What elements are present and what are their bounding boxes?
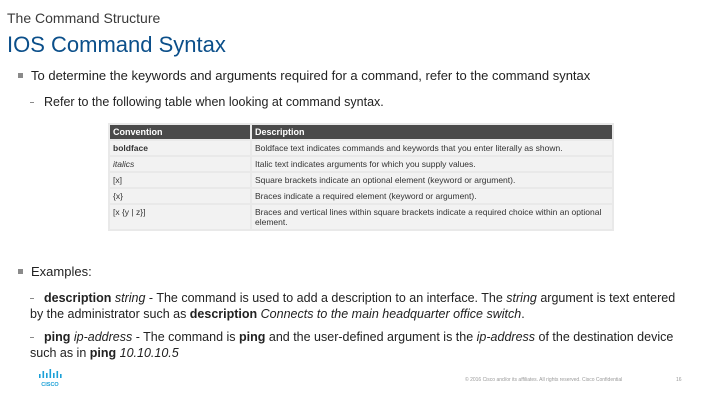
footer-copyright: © 2016 Cisco and/or its affiliates. All rights reserved. Cisco Confidential: [465, 377, 623, 383]
example1-argument-2: string: [506, 291, 537, 305]
logo-text: CISCO: [41, 382, 59, 388]
cisco-logo-icon: [38, 368, 68, 388]
slide-title: IOS Command Syntax: [7, 32, 226, 57]
bullet-square-icon: [18, 73, 23, 78]
table-cell-description: Braces indicate a required element (keyword or argument).: [252, 189, 612, 203]
bullet-dash-icon: [30, 298, 34, 299]
bullet-examples: [18, 264, 92, 279]
example1-text-1: - The command is used to add a description to an interface. The: [145, 291, 507, 305]
table-cell-convention: {x}: [110, 189, 250, 203]
table-header-convention: Convention: [110, 125, 250, 139]
table-row: [110, 189, 612, 203]
example1-argument-3: Connects to the main headquarter office switch: [260, 307, 522, 321]
examples-label: Examples:: [31, 264, 92, 279]
bullet-dash-icon: [30, 102, 34, 103]
example-ping: [30, 329, 690, 361]
table-row: [110, 173, 612, 187]
bullet-sub-intro: [30, 95, 384, 109]
table-row: [110, 141, 612, 155]
example2-text-2: and the user-defined argument is the: [265, 330, 477, 344]
table-header-description: Description: [252, 125, 612, 139]
bullet-square-icon: [18, 269, 23, 274]
section-subtitle: The Command Structure: [7, 10, 161, 26]
table-cell-description: Square brackets indicate an optional element (keyword or argument).: [252, 173, 612, 187]
table-row: [110, 205, 612, 229]
bullet-dash-icon: [30, 337, 34, 338]
example2-argument: ip-address: [73, 330, 133, 344]
example1-command-2: description: [189, 307, 258, 321]
example1-argument: string: [114, 291, 146, 305]
bullet-sub-intro-text: Refer to the following table when looking at command syntax.: [44, 95, 384, 109]
example2-argument-3: 10.10.10.5: [119, 346, 179, 360]
example1-text-3: .: [521, 307, 525, 321]
example2-command: ping: [44, 330, 71, 344]
table-cell-convention: italics: [110, 157, 250, 171]
table-cell-convention: boldface: [110, 141, 250, 155]
example2-text-1: - The command is: [132, 330, 240, 344]
example-description: [30, 290, 690, 322]
example2-argument-2: ip-address: [476, 330, 536, 344]
page-number: 16: [676, 377, 682, 383]
bullet-intro: [18, 68, 590, 83]
table-cell-description: Braces and vertical lines within square brackets indicate a required choice within an optional element.: [252, 205, 612, 229]
bullet-intro-text: To determine the keywords and arguments required for a command, refer to the command syntax: [31, 68, 591, 83]
example1-text-2: argument is text entered by the administrator such as: [30, 291, 676, 321]
table-cell-description: Boldface text indicates commands and keywords that you enter literally as shown.: [252, 141, 612, 155]
syntax-conventions-table: [108, 123, 614, 231]
table-cell-description: Italic text indicates arguments for which you supply values.: [252, 157, 612, 171]
table-header-row: [110, 125, 612, 139]
example1-command: description: [44, 291, 112, 305]
table-cell-convention: [x {y | z}]: [110, 205, 250, 229]
example2-text-3: of the destination device such as in: [30, 330, 674, 360]
table-cell-convention: [x]: [110, 173, 250, 187]
example2-command-2: ping: [239, 330, 266, 344]
table-row: [110, 157, 612, 171]
example2-command-3: ping: [89, 346, 117, 360]
cisco-logo: [38, 368, 68, 393]
